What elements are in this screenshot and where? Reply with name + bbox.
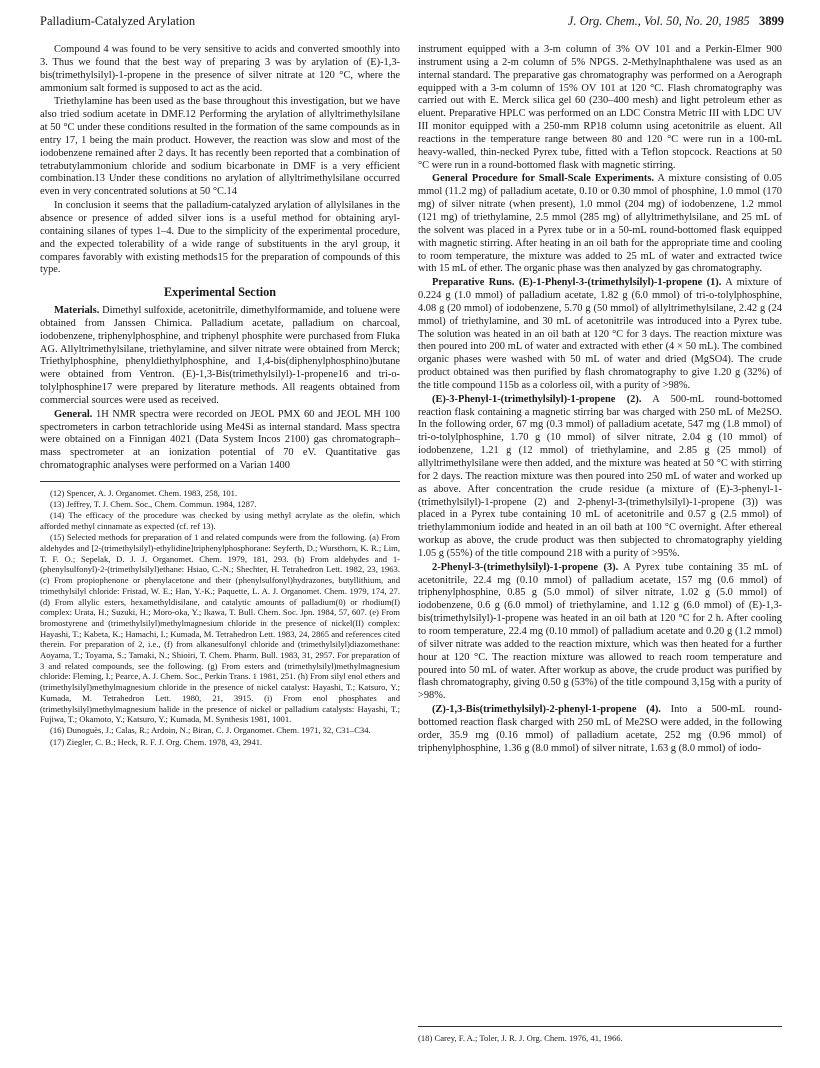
procedure-paragraph (418, 277, 782, 393)
footnote: (15) Selected methods for preparation of 1 and related compunds were from the following. (a) From aldehydes and [2-(trimethylsilyl)-ethylidine]triphenylphosphorane: Seyferth, D.; Wursthorn, K. R.; Lim, T. F. O.; Sepelak, D. J. J. Organomet. Chem. 1979, 181, 293. (b) From aldehydes and 1-(phenylsulfonyl)-2-(trimethylsilyl)ethane: Hsiao, C.-N.; Shechter, H. Tetrahedron Lett. 1982, 23, 1963. (c) From propiophenone or phenylacetone and their (phenylsulfonyl)hydrazones, butyllithium, and trimethylsilyl chloride: Fristad, W. E.; Han, Y.-K.; Paquette, L. A. J. Organomet. Chem. 1979, 174, 27. (d) From allylic esters, hexamethyldisilane, and catalytic amounts of palladium(0) or rhodium(I) complex: Urata, H.; Suzuki, H.; Moro-oka, Y.; Ikawa, T. Bull. Chem. Soc. Jpn. 1984, 57, 607. (e) From bromostyrene and (trimethylsilyl)methylmagnesium chloride in the presence of nickel(II) complex: Hayashi, T.; Kabeta, K.; Hamachi, I.; Kumada, M. Tetrahedron Lett. 1983, 24, 2865 and references cited therein. For preparation of 2, i.e., (f) from alkanesulfonyl chloride and (trimethylsilyl)diazomethane: Aoyama, T.; Toyama, S.; Tamaki, N.; Shioiri, T. Chem. Pharm. Bull. 1983, 31, 2957. For preparation of 3 and related compounds, see the following. (g) From esters and (trimethylsilyl)methylmagnesium chloride: Fleming, I.; Pearce, A. J. Chem. Soc., Perkin Trans. 1 1981, 251. (h) From silyl enol ethers and (trimethylsilyl)methylmagnesium chloride in the presence of nickel catalyst: Hayashi, T.; Katsuro, Y.; Kumada, M. Tetrahedron Lett. 1980, 21, 3915. (i) From enol phosphates and (trimethylsilyl)methylmagnesium halide in the presence of nickel or palladium catalysts: Hayashi, T.; Fujiwa, T.; Okamoto, Y.; Katsuro, Y.; Kumada, M. Synthesis 1981, 1001. (40, 532, 400, 725)
footnote-divider (40, 481, 400, 482)
procedure-text: A Pyrex tube containing 35 mL of acetonitrile, 22.4 mg (0.10 mmol) of palladium acetate, 157 mg (0.6 mmol) of triphenylphosphine, 0.85 g (5.0 mmol) of silver nitrate, 1.02 g (5.0 mmol) of iodobenzene, 0.6 g (6.0 mmol) of triethylamine, and 1.12 g (6.0 mmol) of (E)-1,3-bis(trimethylsilyl)-1-propene was heated in an oil bath at 120 °C for 2 h. After cooling to room temperature, 22.4 mg (0.10 mmol) of palladium acetate and 0.20 g (1.2 mmol) of silver nitrate was added to the reaction mixture, which was then heated for a further hour at 120 °C. The reaction mixture was allowed to reach room temperature and poured into 50 mL of water. After workup as above, the crude product was purified by flash chromatography, giving 0.50 g (53%) of the title compound 3,15g with a purity of >98%. (418, 561, 782, 702)
procedure-text: A mixture consisting of 0.05 mmol (11.2 mg) of palladium acetate, 0.10 or 0.30 mmol of phosphine, 1.0 mmol (170 mg) of silver nitrate (when present), 1.0 mmol (204 mg) of iodobenzene, 1.2 mmol (121 mg) of triethylamine, 2.5 mmol (285 mg) of allyltrimethylsilane, and 25 mL of the solvent was placed in a Pyrex tube or in a 50-mL round-bottomed flask equipped with magnetic stirring. After heating in an oil bath for the appropriate time and cooling to room temperature, the mixture was added to 25 mL of water and extracted twice with 15 mL of ether. The organic phase was then analyzed by gas chromatography. (418, 173, 782, 275)
body-paragraph: instrument equipped with a 3-m column of 3% OV 101 and a Perkin-Elmer 900 instrument using a 2-m column of 5% NPGS. 2-Methylnaphthalene was used as an internal standard. The preparative gas chromatography was performed on a Aerograph equipped with a 3-m column of 15% OV 101 at 120 °C. Flash chromatography was carried out with E. Merck silica gel 60 (230–400 mesh) and light petroleum ether as eluent. Preparative HPLC was performed on an LDC Constra Metric III with LDC UV III monitor equipped with a 250-mm RP18 column using acetonitrile as eluent. All reactions in the temperature range between 80 and 120 °C were run in a 100-mL heavy-walled, thin-necked Pyrex tube, fitted with a Teflon stopcock. Reactions at 50 °C were run in a round-bottomed flask with magnetic stirring. (418, 44, 782, 171)
right-footnotes (418, 1026, 782, 1044)
footnote: (13) Jeffrey, T. J. Chem. Soc., Chem. Commun. 1984, 1287. (50, 499, 257, 510)
page-header (40, 14, 784, 32)
materials-label: Materials. (54, 305, 100, 317)
materials-text: Dimethyl sulfoxide, acetonitrile, dimethylformamide, and toluene were obtained from Janssen Chimica. Palladium acetate, palladium on charcoal, iodobenzene, triphenylphosphine, and triphenyl phosphite were purchased from Fluka AG. Allyltrimethylsilane, triethylamine, and silver nitrate were obtained from Merck; Triethylphosphine, phenyldiethylphosphine, and 1,4-bis(diphenylphosphino)butane were obtained from Ventron. (E)-1,3-Bis(trimethylsilyl)-1-propene16 and tri-o-tolylphosphine17 were prepared by literature methods. All reagents obtained from commercial sources were used as received. (40, 305, 400, 406)
footnote-divider (418, 1026, 782, 1027)
footnotes (40, 488, 400, 747)
footnote: (18) Carey, F. A.; Toler, J. R. J. Org. Chem. 1976, 41, 1966. (418, 1033, 623, 1043)
materials-paragraph (40, 305, 400, 408)
procedure-label: (Z)-1,3-Bis(trimethylsilyl)-2-phenyl-1-propene (4). (432, 704, 661, 716)
procedure-paragraph (418, 394, 782, 561)
footnote: (12) Spencer, A. J. Organomet. Chem. 1983, 258, 101. (50, 488, 238, 498)
right-column (418, 44, 782, 756)
left-column (40, 44, 400, 748)
running-title: Palladium-Catalyzed Arylation (40, 14, 196, 28)
procedure-label: General Procedure for Small-Scale Experiments. (432, 173, 655, 185)
general-paragraph (40, 409, 400, 473)
procedure-text: A 500-mL round-bottomed reaction flask containing a magnetic stirring bar was charged with 250 mL of Me2SO. In the following order, 67 mg (0.3 mmol) of palladium acetate, 547 mg (1.8 mmol) of tri-o-tolylphosphine, 1.70 g (10 mmol) of silver nitrate, 2.04 g (10 mmol) of iodobenzene, 1.21 g (12 mmol) of triethylamine, and 2.85 g (25 mmol) of allyltrimethylsilane were then added, and the mixture was heated at 50 °C with stirring for 2 days. The reaction mixture was then poured into 250 mL of water and worked up as above. After concentration the crude residue (a mixture of (E)-3-phenyl-1-(trimethylsilyl)-1-propene (2) and 2-phenyl-3-(trimethylsilyl)-1-propene (3)) was placed in a Pyrex tube containing 10 mL of acetonitrile and 0.57 g (2.5 mmol) of triethylammonium iodide and heated in an oil bath at 100 °C overnight. After ethereal workup as above, the crude product was then subjected to chromatography yielding 1.05 g (55%) of the title compound 218 with a purity of >95%. (418, 393, 783, 559)
body-paragraph: Compound 4 was found to be very sensitive to acids and converted smoothly into 3. Thus we found that the best way of preparing 3 was by arylation of (E)-1,3-bis(trimethylsilyl)-1-propene in the presence of silver nitrate at 120 °C, where the ammonium salt formed is supposed to act as the acid. (40, 44, 400, 94)
body-paragraph: In conclusion it seems that the palladium-catalyzed arylation of allylsilanes in the absence or presence of added silver ions is a useful method for obtaining aryl-containing silanes of types 1–4. Due to the simplicity of the experimental procedure, and the expected tolerability of a wide range of substituents in the aryl group, it compares favorably with existing methods15 for the preparation of compounds of this type. (40, 200, 400, 276)
body-paragraph: Triethylamine has been used as the base throughout this investigation, but we have also tried sodium acetate in DMF.12 Performing the arylation of allyltrimethylsilane at 50 °C under these conditions resulted in the formation of the same compounds as in entry 17, 1 being the main product. However, the reaction was slow and most of the iodobenzene remained after 2 days. It has recently been reported that a combination of tetrabutylammonium chloride and sodium bicarbonate in DMF is a very efficient combination.13 Under these conditions no arylation of allyltrimethylsilane occurred even in very concentrated solutions at 50 °C.14 (40, 96, 400, 198)
procedure-paragraph (418, 562, 782, 703)
general-label: General. (54, 408, 93, 420)
journal-citation (568, 14, 784, 29)
general-text: 1H NMR spectra were recorded on JEOL PMX 60 and JEOL MH 100 spectrometers in carbon tetrachloride using Me4Si as internal standard. Mass spectra were obtained on a Finnigan 4021 (Data System Incos 2100) gas chromatograph–mass spectrometer at an ionization potential of 70 eV. Quantitative gas chromatographic analyses were performed on a Varian 1400 (40, 408, 400, 472)
page-number: 3899 (759, 14, 784, 28)
procedure-label: (E)-3-Phenyl-1-(trimethylsilyl)-1-propene (2). (432, 393, 642, 405)
procedure-text: A mixture of 0.224 g (1.0 mmol) of palladium acetate, 1.82 g (6.0 mmol) of tri-o-tolylphosphine, 4.08 g (20 mmol) of iodobenzene, 5.70 g (50 mmol) of allyltrimethylsilane, 2.42 g (24 mmol) of triethylamine, and 30 mL of acetonitrile was introduced into a Pyrex tube. The solution was heated in an oil bath at 120 °C for 3 days. The reaction mixture was then poured into 200 mL of water and extracted with ether (4 × 50 mL). The combined organic phases were washed with 50 mL of water and dried (MgSO4). The crude product obtained was then purified by flash chromatography to give 1.20 g (32%) of the title compound 115b as a colorless oil, with a purity of >98%. (418, 277, 782, 391)
procedure-label: Preparative Runs. (E)-1-Phenyl-3-(trimethylsilyl)-1-propene (1). (432, 277, 722, 289)
procedure-paragraph (418, 704, 782, 755)
procedure-text: Into a 500-mL round-bottomed reaction flask charged with 250 mL of Me2SO were added, in the following order, 35.9 mg (0.16 mmol) of palladium acetate, 252 mg (0.96 mmol) of triphenylphosphine, 1.36 g (8.0 mmol) of silver nitrate, 1.63 g (8.0 mmol) of iodo- (418, 704, 782, 754)
procedure-label: 2-Phenyl-3-(trimethylsilyl)-1-propene (3). (432, 561, 619, 573)
footnote: (16) Dunoguès, J.; Calas, R.; Ardoin, N.; Biran, C. J. Organomet. Chem. 1971, 32, C31–C34. (50, 725, 371, 736)
journal-name: J. Org. Chem., Vol. 50, No. 20, 1985 (567, 14, 750, 28)
footnote: (17) Ziegler, C. B.; Heck, R. F. J. Org. Chem. 1978, 43, 2941. (50, 736, 263, 747)
section-title: Experimental Section (163, 285, 277, 300)
procedure-paragraph (418, 173, 782, 276)
footnote: (14) The efficacy of the procedure was checked by using methyl acrylate as the olefin, which afforded methyl cinnamate as expected (cf. ref 13). (40, 510, 400, 532)
